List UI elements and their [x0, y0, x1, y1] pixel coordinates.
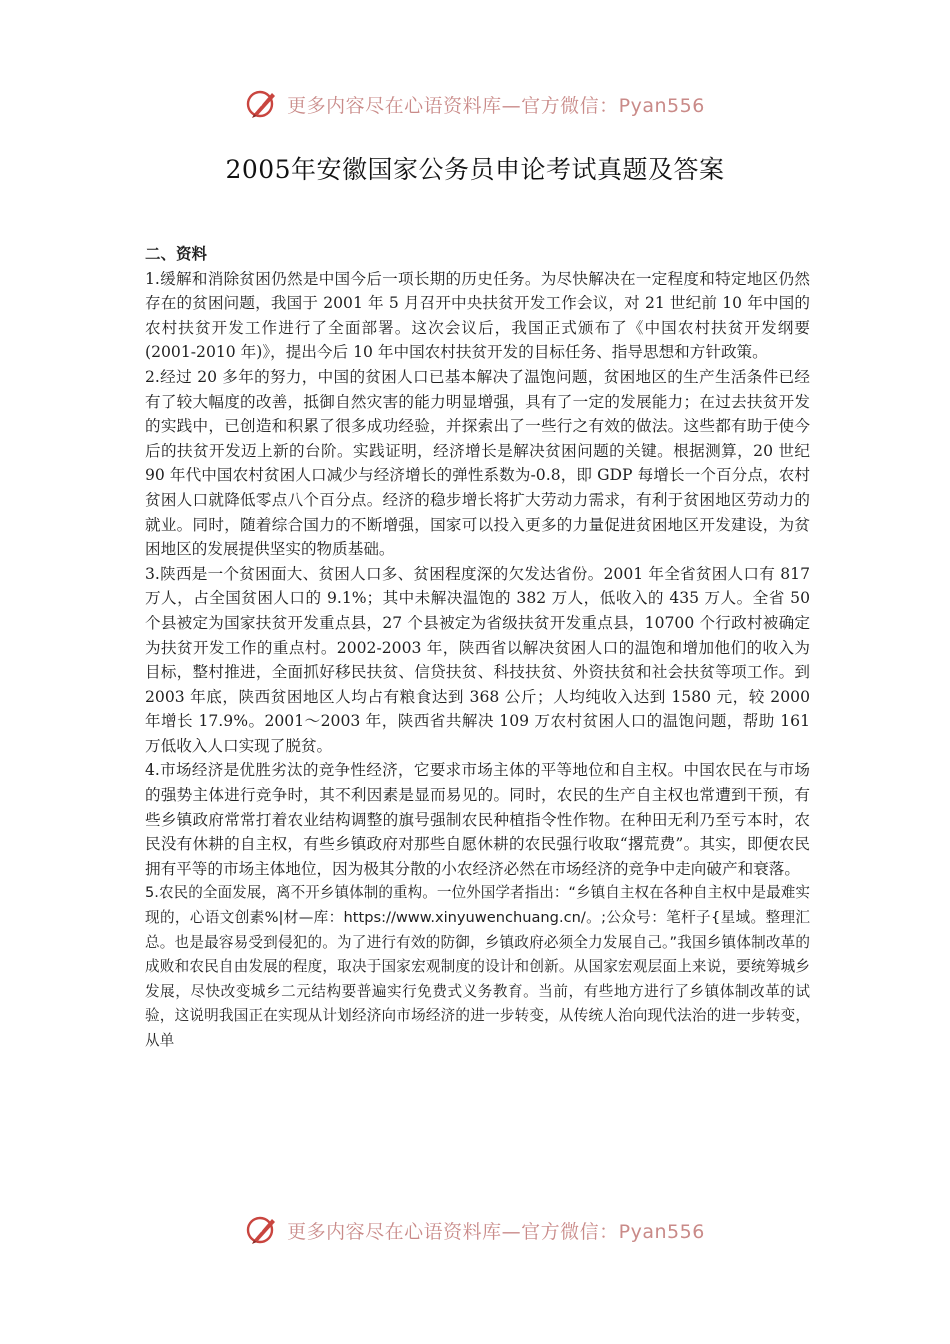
watermark-bottom	[0, 1210, 950, 1250]
pen-logo-icon	[245, 1213, 279, 1247]
watermark-text: 更多内容尽在心语资料库—官方微信：Pyan556	[287, 1220, 705, 1243]
document-body	[145, 242, 810, 1054]
paragraph-2: 2.经过 20 多年的努力，中国的贫困人口已基本解决了温饱问题，贫困地区的生产生活条件已经有了较大幅度的改善，抵御自然灾害的能力明显增强，具有了一定的发展能力；在过去扶贫开发的实践中，已创造和积累了很多成功经验，并探索出了一些行之有效的做法。这些都有助于使今后的扶贫开发迈上新的台阶。实践证明，经济增长是解决贫困问题的关键。根据测算，20 世纪 90 年代中国农村贫困人口减少与经济增长的弹性系数为-0.8，即 GDP 每增长一个百分点，农村贫困人口就降低零点八个百分点。经济的稳步增长将扩大劳动力需求，有利于贫困地区劳动力的就业。同时，随着综合国力的不断增强，国家可以投入更多的力量促进贫困地区开发建设，为贫困地区的发展提供坚实的物质基础。	[145, 367, 810, 559]
section-heading: 二、资料	[145, 245, 208, 263]
watermark-top	[0, 84, 950, 124]
paragraph-4: 4.市场经济是优胜劣汰的竞争性经济，它要求市场主体的平等地位和自主权。中国农民在与市场的强势主体进行竞争时，其不利因素是显而易见的。同时，农民的生产自主权也常遭到干预，有些乡镇政府常常打着农业结构调整的旗号强制农民种植指令性作物。在种田无利乃至亏本时，农民没有休耕的自主权，有些乡镇政府对那些自愿休耕的农民强行收取“撂荒费”。其实，即便农民拥有平等的市场主体地位，因为极其分散的小农经济必然在市场经济的竞争中走向破产和衰落。	[145, 761, 810, 878]
watermark-text: 更多内容尽在心语资料库—官方微信：Pyan556	[287, 94, 705, 117]
document-title: 2005年安徽国家公务员申论考试真题及答案	[225, 155, 725, 184]
paragraph-5: 5.农民的全面发展，离不开乡镇体制的重构。一位外国学者指出：“乡镇自主权在各种自主权中是最难实现的，心语文创素%|材—库：https://www.xinyuwenchuang.cn/。;公众号：笔杆子{星域。整理汇总。也是最容易受到侵犯的。为了进行有效的防御，乡镇政府必须全力发展自己。”我国乡镇体制改革的成败和农民自由发展的程度，取决于国家宏观制度的设计和创新。从国家宏观层面上来说，要统筹城乡发展，尽快改变城乡二元结构要普遍实行免费式义务教育。当前，有些地方进行了乡镇体制改革的试验，这说明我国正在实现从计划经济向市场经济的进一步转变，从传统人治向现代法治的进一步转变，从单	[145, 884, 810, 1049]
paragraph-1: 1.缓解和消除贫困仍然是中国今后一项长期的历史任务。为尽快解决在一定程度和特定地区仍然存在的贫困问题，我国于 2001 年 5 月召开中央扶贫开发工作会议，对 21 世纪前 10 年中国的农村扶贫开发工作进行了全面部署。这次会议后，我国正式颁布了《中国农村扶贫开发纲要(2001-2010 年)》，提出今后 10 年中国农村扶贫开发的目标任务、指导思想和方针政策。	[145, 269, 810, 362]
paragraph-3: 3.陕西是一个贫困面大、贫困人口多、贫困程度深的欠发达省份。2001 年全省贫困人口有 817 万人，占全国贫困人口的 9.1%；其中未解决温饱的 382 万人，低收入的 435 万人。全省 50 个县被定为国家扶贫开发重点县，27 个县被定为省级扶贫开发重点县，10700 个行政村被确定为扶贫开发工作的重点村。2002-2003 年，陕西省以解决贫困人口的温饱和增加他们的收入为目标，整村推进，全面抓好移民扶贫、信贷扶贫、科技扶贫、外资扶贫和社会扶贫等项工作。到 2003 年底，陕西贫困地区人均占有粮食达到 368 公斤；人均纯收入达到 1580 元，较 2000 年增长 17.9%。2001～2003 年，陕西省共解决 109 万农村贫困人口的温饱问题，帮助 161 万低收入人口实现了脱贫。	[145, 564, 810, 755]
pen-logo-icon	[245, 87, 279, 121]
